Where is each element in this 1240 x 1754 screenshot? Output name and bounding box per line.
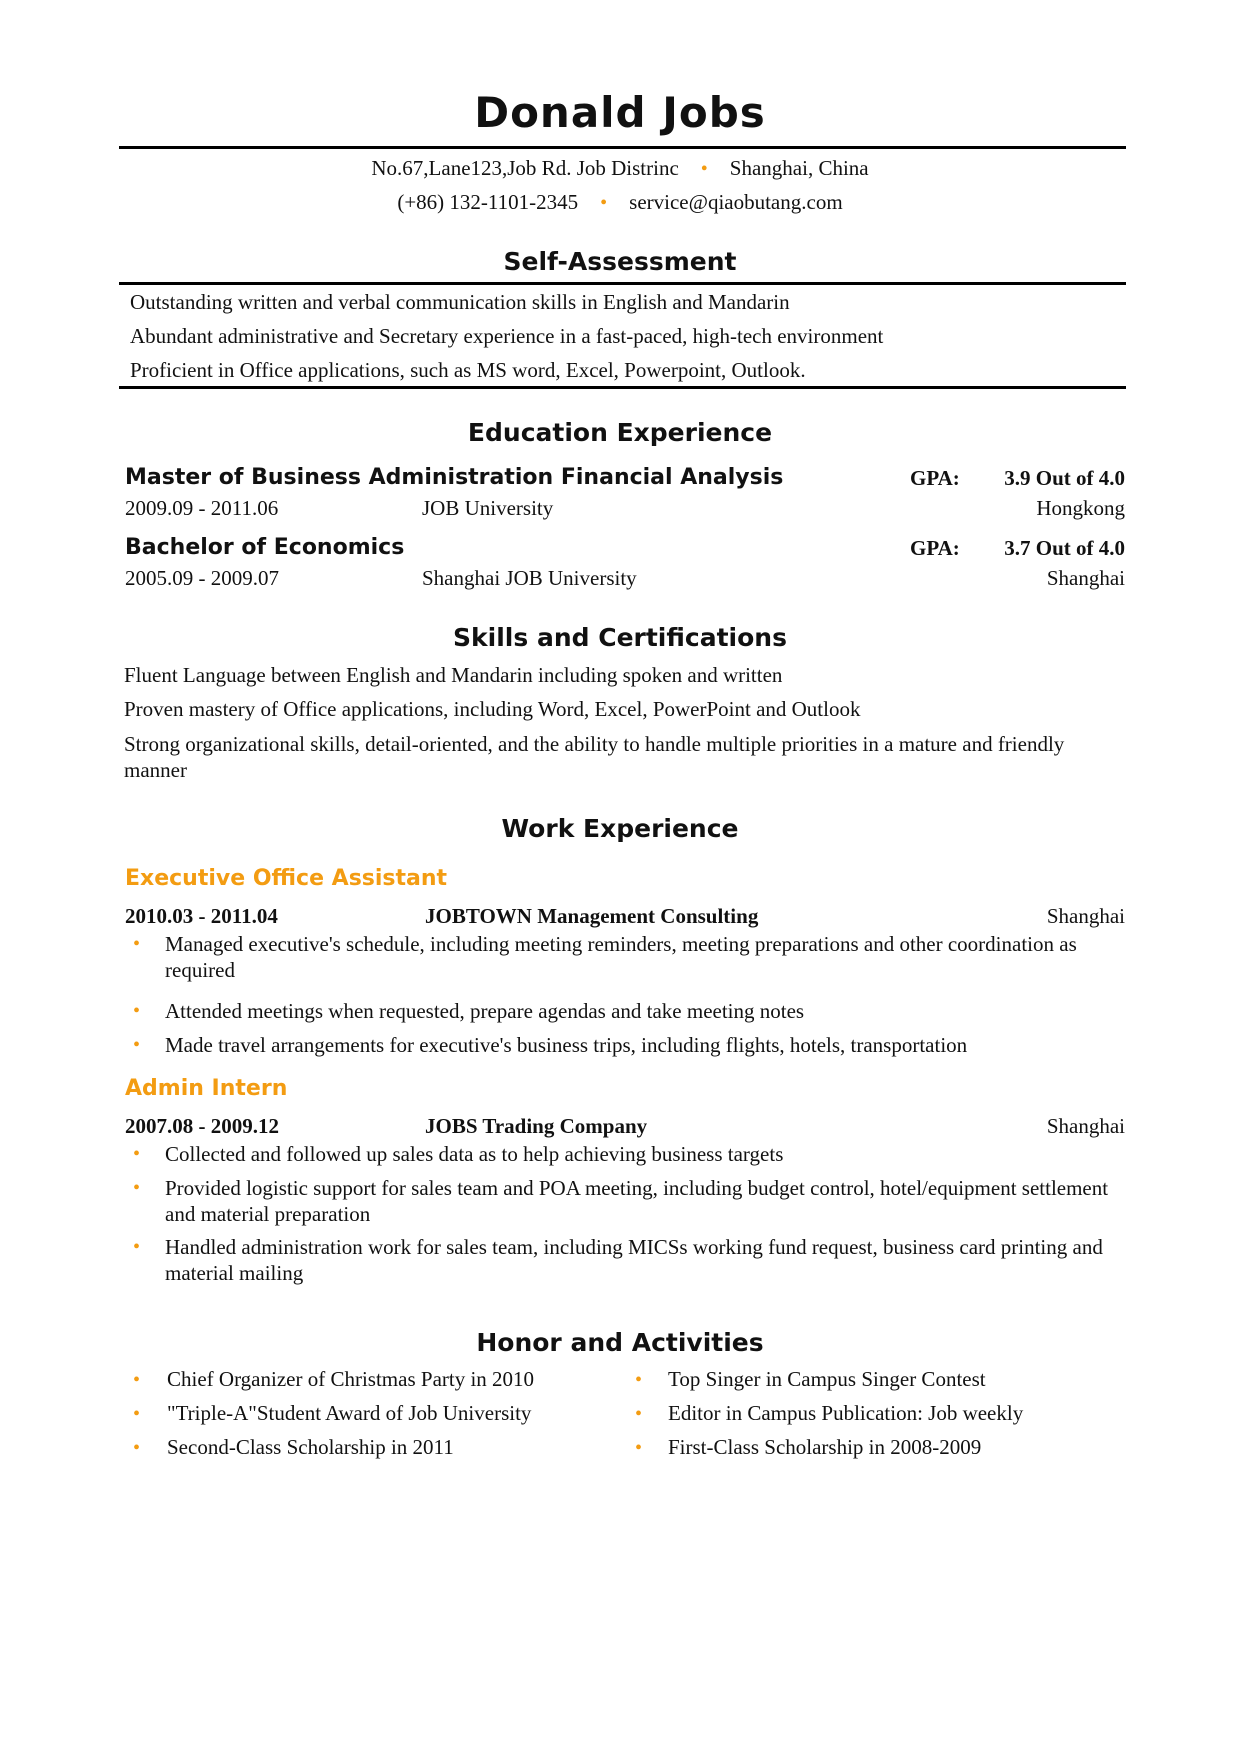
bullet-icon: • <box>700 158 708 180</box>
honor-item: First-Class Scholarship in 2008-2009 <box>668 1435 982 1459</box>
school-location: Shanghai <box>1046 566 1125 590</box>
bullet-icon: • <box>133 1236 141 1258</box>
degree-title: Bachelor of Economics <box>125 535 405 560</box>
self-assessment-line: Abundant administrative and Secretary experience in a fast-paced, high-tech environment <box>130 324 884 348</box>
section-title-honors: Honor and Activities <box>476 1328 764 1357</box>
skill-line: Fluent Language between English and Mandarin including spoken and written <box>124 663 783 687</box>
honor-item: Editor in Campus Publication: Job weekly <box>668 1401 1024 1425</box>
contact-line-2 <box>0 190 1240 215</box>
honor-item: Top Singer in Campus Singer Contest <box>668 1367 986 1391</box>
section-title-education: Education Experience <box>467 418 773 447</box>
job-bullet: Provided logistic support for sales team and POA meeting, including budget control, hotel/equipment settlement and material preparation <box>165 1176 1109 1226</box>
bullet-icon: • <box>133 1403 141 1425</box>
company-name: JOBTOWN Management Consulting <box>425 904 759 928</box>
email: service@qiaobutang.com <box>629 190 843 214</box>
bullet-icon: • <box>133 1177 141 1199</box>
gpa-value: 3.9 Out of 4.0 <box>1004 466 1125 490</box>
honor-item: Second-Class Scholarship in 2011 <box>167 1435 454 1459</box>
skill-line: Proven mastery of Office applications, including Word, Excel, PowerPoint and Outlook <box>124 697 861 721</box>
city: Shanghai, China <box>729 156 869 180</box>
phone: (+86) 132-1101-2345 <box>397 190 579 214</box>
honor-item: Chief Organizer of Christmas Party in 2010 <box>167 1367 535 1391</box>
bullet-icon: • <box>635 1403 643 1425</box>
job-location: Shanghai <box>1046 904 1125 928</box>
bullet-icon: • <box>133 1034 141 1056</box>
job-bullet: Collected and followed up sales data as to help achieving business targets <box>165 1142 784 1166</box>
honor-item: "Triple-A"Student Award of Job University <box>167 1401 532 1425</box>
candidate-name: Donald Jobs <box>474 88 766 137</box>
job-bullet: Made travel arrangements for executive's business trips, including flights, hotels, transportation <box>165 1033 968 1057</box>
gpa-value: 3.7 Out of 4.0 <box>1004 536 1125 560</box>
bullet-icon: • <box>133 933 141 955</box>
job-title: Admin Intern <box>125 1076 288 1101</box>
gpa-label: GPA: <box>910 536 960 560</box>
address: No.67,Lane123,Job Rd. Job Distrinc <box>371 156 679 180</box>
bullet-icon: • <box>133 1437 141 1459</box>
job-dates: 2007.08 - 2009.12 <box>125 1114 279 1138</box>
job-bullet: Handled administration work for sales team, including MICSs working fund request, business card printing and material mailing <box>165 1235 1103 1285</box>
gpa-label: GPA: <box>910 466 960 490</box>
bullet-icon: • <box>635 1437 643 1459</box>
self-assessment-line: Proficient in Office applications, such as MS word, Excel, Powerpoint, Outlook. <box>130 358 806 382</box>
bullet-icon: • <box>133 1000 141 1022</box>
bullet-icon: • <box>635 1369 643 1391</box>
section-title-work: Work Experience <box>501 814 739 843</box>
bullet-icon: • <box>600 192 608 214</box>
job-bullet: Attended meetings when requested, prepare agendas and take meeting notes <box>165 999 805 1023</box>
job-title: Executive Office Assistant <box>125 866 448 891</box>
bullet-icon: • <box>133 1143 141 1165</box>
school-name: Shanghai JOB University <box>422 566 637 590</box>
section-divider <box>119 386 1126 389</box>
job-location: Shanghai <box>1046 1114 1125 1138</box>
bullet-icon: • <box>133 1369 141 1391</box>
section-divider <box>119 282 1126 285</box>
job-bullet: Managed executive's schedule, including meeting reminders, meeting preparations and other coordination as required <box>165 932 1077 982</box>
section-title-skills: Skills and Certifications <box>453 623 787 652</box>
contact-line-1 <box>0 156 1240 181</box>
header-divider <box>119 146 1126 149</box>
education-dates: 2009.09 - 2011.06 <box>125 496 279 520</box>
skill-line: Strong organizational skills, detail-oriented, and the ability to handle multiple priorities in a mature and friendly manner <box>124 732 1065 782</box>
degree-title: Master of Business Administration Financial Analysis <box>125 465 784 490</box>
school-location: Hongkong <box>1036 496 1125 520</box>
section-title-self-assessment: Self-Assessment <box>503 247 737 276</box>
education-dates: 2005.09 - 2009.07 <box>125 566 279 590</box>
self-assessment-line: Outstanding written and verbal communication skills in English and Mandarin <box>130 290 790 314</box>
school-name: JOB University <box>422 496 554 520</box>
job-dates: 2010.03 - 2011.04 <box>125 904 278 928</box>
company-name: JOBS Trading Company <box>425 1114 648 1138</box>
